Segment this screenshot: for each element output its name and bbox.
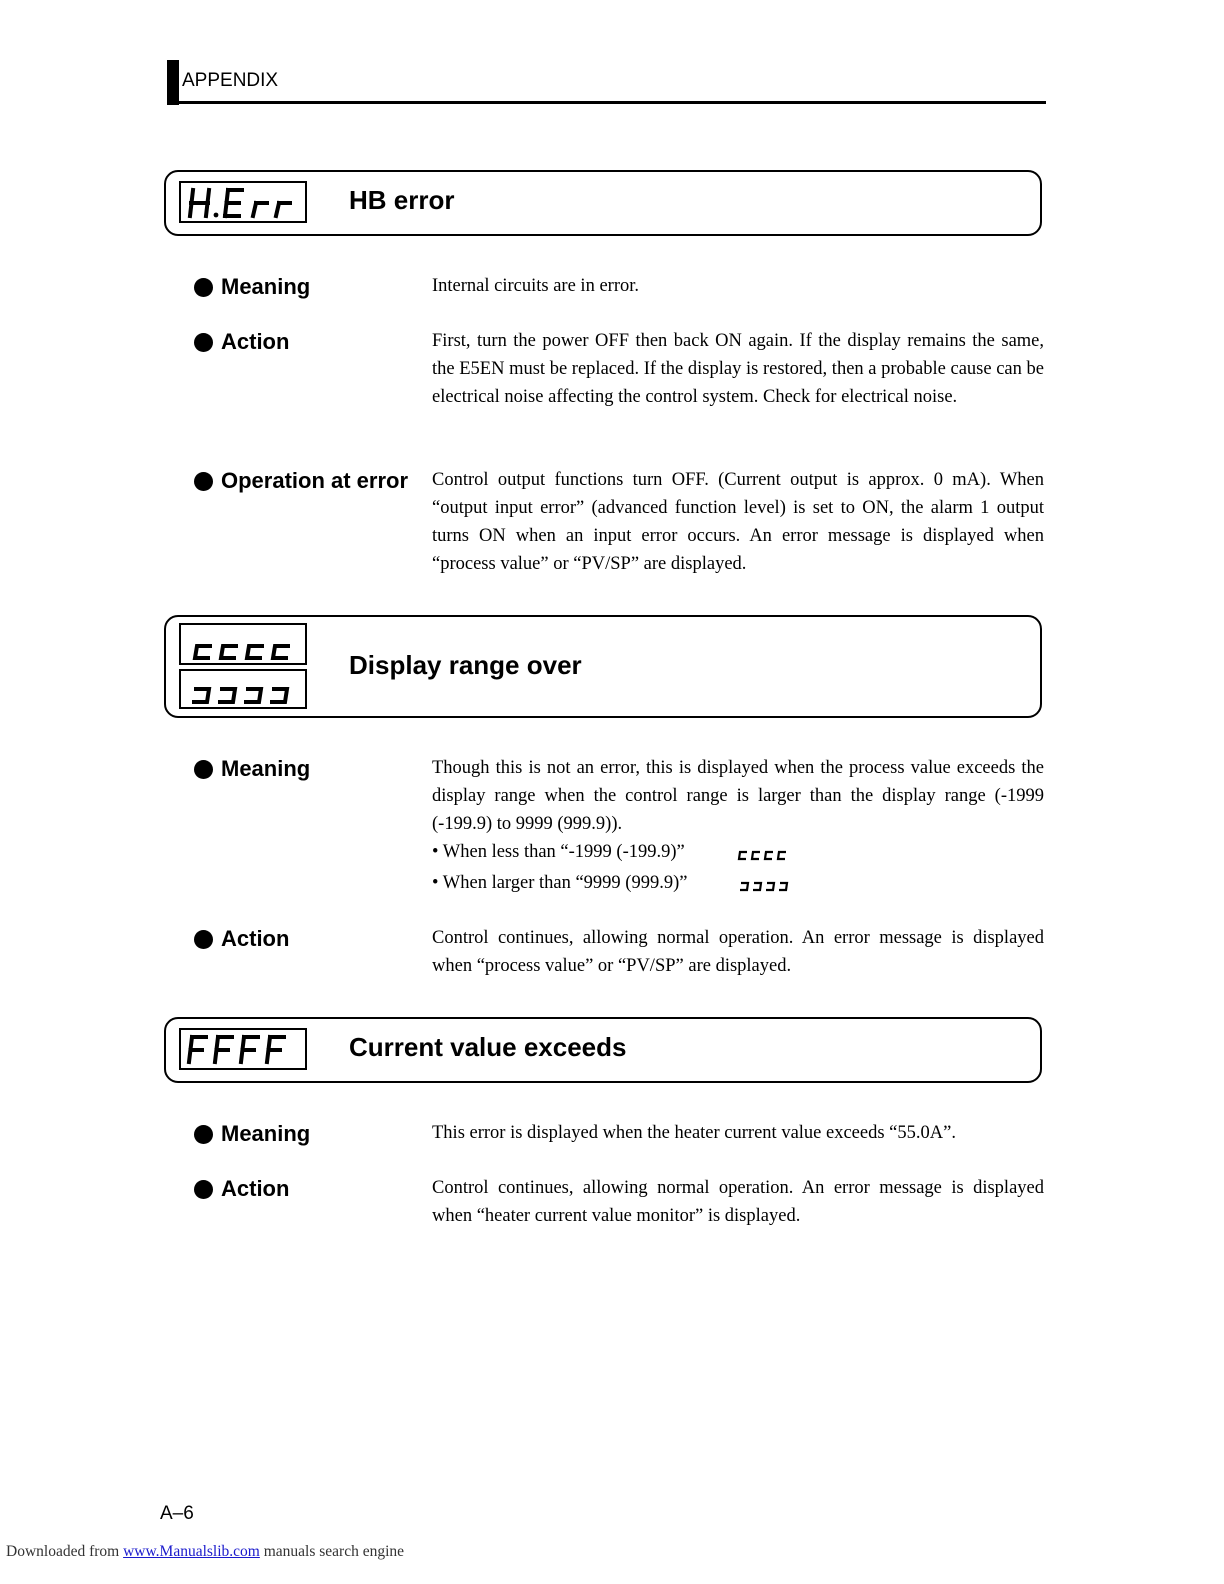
seg-cccc-icon — [181, 625, 305, 663]
bullet-icon — [194, 1125, 213, 1144]
mini-reverse-c-icon — [738, 879, 790, 893]
section-title-current-value-exceeds: Current value exceeds — [349, 1032, 627, 1062]
list-item-larger-than — [432, 873, 687, 894]
bullet-icon — [194, 472, 213, 491]
list-item-text: • When less than “-1999 (-199.9)” — [432, 842, 685, 862]
text-action: Control continues, allowing normal operation. An error message is displayed when “process value” or “PV/SP” are displayed. — [432, 928, 1044, 976]
seg-display-cccc — [179, 623, 307, 665]
text-meaning: This error is displayed when the heater current value exceeds “55.0A”. — [432, 1123, 956, 1143]
bullet-icon — [194, 278, 213, 297]
label-action: Action — [221, 926, 290, 951]
seg-display-h-err — [179, 181, 307, 223]
header-section-title: APPENDIX — [182, 70, 279, 91]
seg-display-reverse-c — [179, 669, 307, 709]
list-item-text: • When larger than “9999 (999.9)” — [432, 873, 688, 893]
label-operation-at-error: Operation at error — [221, 468, 409, 493]
footer-prefix: Downloaded from — [6, 1543, 120, 1560]
text-meaning: Though this is not an error, this is displayed when the process value exceeds the display range when the control range is larger than the display range (-1999 (-199.9) to 9999 (999.9)). — [432, 758, 1044, 834]
bullet-icon — [194, 333, 213, 352]
text-operation-at-error: Control output functions turn OFF. (Current output is approx. 0 mA). When “output input error” (advanced function level) is set to ON, the alarm 1 output turns ON when an input error occurs. An error message is displayed when “process value” or “PV/SP” are displayed. — [432, 470, 1044, 574]
seg-h-err-icon — [181, 183, 305, 221]
label-meaning: Meaning — [221, 1121, 311, 1146]
seg-display-ffff — [179, 1028, 307, 1070]
label-meaning: Meaning — [221, 756, 311, 781]
footer — [6, 1543, 404, 1561]
section-title-display-range-over: Display range over — [349, 650, 582, 680]
header-rule — [167, 101, 1046, 104]
label-action: Action — [221, 1176, 290, 1201]
section-title-hb-error: HB error — [349, 185, 455, 215]
list-item-less-than — [432, 842, 685, 863]
text-meaning: Internal circuits are in error. — [432, 276, 639, 296]
seg-ffff-icon — [181, 1030, 305, 1068]
bullet-icon — [194, 760, 213, 779]
footer-suffix: manuals search engine — [263, 1543, 405, 1560]
bullet-icon — [194, 930, 213, 949]
manualslib-link[interactable]: www.Manualslib.com — [123, 1543, 260, 1560]
page-number: A–6 — [160, 1503, 194, 1524]
bullet-icon — [194, 1180, 213, 1199]
label-meaning: Meaning — [221, 274, 311, 299]
header-bar — [167, 60, 179, 105]
text-action: Control continues, allowing normal operation. An error message is displayed when “heater current value monitor” is displayed. — [432, 1178, 1044, 1226]
text-action: First, turn the power OFF then back ON again. If the display remains the same, the E5EN must be replaced. If the display is restored, then a probable cause can be electrical noise affecting the control system. Check for electrical noise. — [432, 331, 1044, 407]
seg-reverse-c-icon — [181, 671, 305, 709]
mini-cccc-icon — [737, 848, 789, 862]
label-action: Action — [221, 329, 290, 354]
